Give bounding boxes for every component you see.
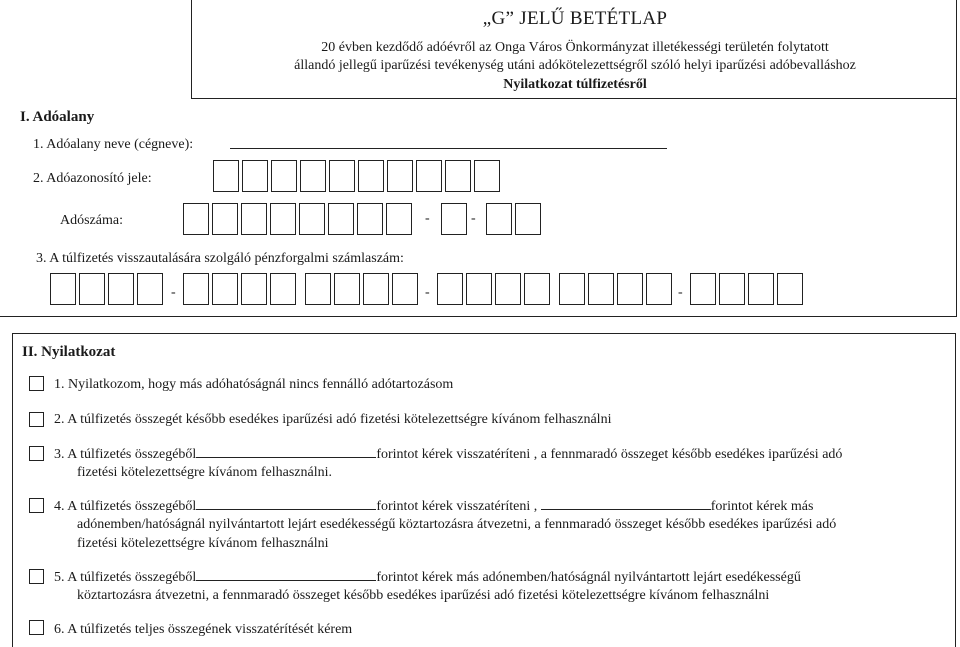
tax-number-digit-cell[interactable] — [212, 203, 238, 235]
bank-account-dash: - — [678, 285, 683, 300]
bank-account-digit-cell[interactable] — [617, 273, 643, 305]
tax-number-digit-cell[interactable] — [441, 203, 467, 235]
bank-account-digit-cell[interactable] — [437, 273, 463, 305]
declaration-5-line2: köztartozásra átvezetni, a fennmaradó összeget később esedékes iparűzési adó fizetési kötelezettségre kívánom felhasználni — [77, 588, 770, 603]
declaration-6-checkbox[interactable] — [29, 620, 44, 635]
tax-number-digit-cell[interactable] — [386, 203, 412, 235]
declaration-3-amount-field[interactable] — [196, 445, 376, 458]
bank-account-label: 3. A túlfizetés visszautalására szolgáló pénzforgalmi számlaszám: — [36, 251, 404, 266]
declaration-3-part2: forintot kérek visszatéríteni , a fennmaradó összeget később esedékes iparűzési adó — [376, 447, 843, 462]
bank-account-digit-cell[interactable] — [466, 273, 492, 305]
tax-id-digit-cell[interactable] — [271, 160, 297, 192]
bank-account-digit-cell[interactable] — [646, 273, 672, 305]
form-subtitle-line3: Nyilatkozat túlfizetésről — [503, 77, 647, 92]
section2-title: II. Nyilatkozat — [22, 344, 116, 360]
tax-number-dash: - — [425, 211, 430, 226]
declaration-5-text — [54, 568, 801, 587]
bank-account-digit-cell[interactable] — [79, 273, 105, 305]
bank-account-digit-cell[interactable] — [690, 273, 716, 305]
tax-number-digit-cell[interactable] — [270, 203, 296, 235]
bank-account-digit-cell[interactable] — [241, 273, 267, 305]
tax-number-digit-cell[interactable] — [515, 203, 541, 235]
declaration-4-line2: adónemben/hatóságnál nyilvántartott lejárt esedékességű köztartozásra átvezetni, a fennmaradó összeget később esedékes iparűzési adó — [77, 517, 837, 532]
bank-account-dash: - — [425, 285, 430, 300]
tax-number-digit-cell[interactable] — [486, 203, 512, 235]
declaration-5-checkbox[interactable] — [29, 569, 44, 584]
bank-account-digit-cell[interactable] — [305, 273, 331, 305]
declaration-3-text — [54, 445, 842, 464]
tax-id-digit-cell[interactable] — [445, 160, 471, 192]
taxpayer-name-field[interactable] — [230, 148, 667, 149]
bank-account-digit-cell[interactable] — [108, 273, 134, 305]
bank-account-digit-cell[interactable] — [183, 273, 209, 305]
form-subtitle-line1: 20 évben kezdődő adóévről az Onga Város Önkormányzat illetékességi területén folytatott — [321, 40, 829, 55]
declaration-1-checkbox[interactable] — [29, 376, 44, 391]
declaration-2-text: 2. A túlfizetés összegét később esedékes iparűzési adó fizetési kötelezettségre kívánom felhasználni — [54, 412, 612, 427]
declaration-1-text: 1. Nyilatkozom, hogy más adóhatóságnál nincs fennálló adótartozásom — [54, 377, 454, 392]
bank-account-digit-cell[interactable] — [559, 273, 585, 305]
bank-account-digit-cell[interactable] — [588, 273, 614, 305]
tax-id-digit-cell[interactable] — [242, 160, 268, 192]
declaration-3-line2: fizetési kötelezettségre kívánom felhasználni. — [77, 465, 333, 480]
declaration-6-text: 6. A túlfizetés teljes összegének visszatérítését kérem — [54, 622, 353, 637]
declaration-4-part2: forintot kérek visszatéríteni , — [376, 499, 538, 514]
tax-id-digit-cell[interactable] — [474, 160, 500, 192]
bank-account-digit-cell[interactable] — [392, 273, 418, 305]
declaration-5-part1: 5. A túlfizetés összegéből — [54, 570, 197, 585]
form-header — [191, 0, 957, 99]
bank-account-digit-cell[interactable] — [777, 273, 803, 305]
tax-id-digit-cell[interactable] — [416, 160, 442, 192]
tax-id-digit-cell[interactable] — [300, 160, 326, 192]
tax-number-digit-cell[interactable] — [183, 203, 209, 235]
declaration-4-checkbox[interactable] — [29, 498, 44, 513]
tax-id-digit-cell[interactable] — [358, 160, 384, 192]
bank-account-digit-cell[interactable] — [334, 273, 360, 305]
form-title: „G” JELŰ BETÉTLAP — [482, 8, 668, 29]
taxpayer-name-label: 1. Adóalany neve (cégneve): — [33, 137, 194, 152]
bank-account-digit-cell[interactable] — [212, 273, 238, 305]
bank-account-digit-cell[interactable] — [137, 273, 163, 305]
bank-account-dash: - — [171, 285, 176, 300]
declaration-3-checkbox[interactable] — [29, 446, 44, 461]
bank-account-digit-cell[interactable] — [270, 273, 296, 305]
declaration-5-amount-field[interactable] — [196, 568, 376, 581]
tax-id-digit-cell[interactable] — [387, 160, 413, 192]
bank-account-digit-cell[interactable] — [50, 273, 76, 305]
bank-account-digit-cell[interactable] — [495, 273, 521, 305]
declaration-4-part1: 4. A túlfizetés összegéből — [54, 499, 197, 514]
tax-number-digit-cell[interactable] — [241, 203, 267, 235]
declaration-4-line3: fizetési kötelezettségre kívánom felhasználni — [77, 536, 329, 551]
bank-account-digit-cell[interactable] — [363, 273, 389, 305]
tax-number-digit-cell[interactable] — [299, 203, 325, 235]
declaration-5-part2: forintot kérek más adónemben/hatóságnál nyilvántartott lejárt esedékességű — [376, 570, 801, 585]
declaration-4-refund-amount-field[interactable] — [196, 497, 376, 510]
declaration-4-text — [54, 497, 813, 516]
tax-id-digit-cell[interactable] — [329, 160, 355, 192]
declaration-4-part3: forintot kérek más — [710, 499, 814, 514]
tax-number-dash: - — [471, 211, 476, 226]
declaration-4-transfer-amount-field[interactable] — [541, 497, 711, 510]
tax-number-digit-cell[interactable] — [357, 203, 383, 235]
tax-id-label: 2. Adóazonosító jele: — [33, 171, 152, 186]
bank-account-digit-cell[interactable] — [524, 273, 550, 305]
bank-account-digit-cell[interactable] — [748, 273, 774, 305]
declaration-2-checkbox[interactable] — [29, 412, 44, 427]
section1-title: I. Adóalany — [20, 109, 95, 125]
tax-id-digit-cell[interactable] — [213, 160, 239, 192]
declaration-3-part1: 3. A túlfizetés összegéből — [54, 447, 197, 462]
tax-number-label: Adószáma: — [60, 213, 123, 228]
form-subtitle-line2: állandó jellegű iparűzési tevékenység utáni adókötelezettségről szóló helyi iparűzési adóbevalláshoz — [294, 58, 856, 73]
tax-number-digit-cell[interactable] — [328, 203, 354, 235]
bank-account-digit-cell[interactable] — [719, 273, 745, 305]
